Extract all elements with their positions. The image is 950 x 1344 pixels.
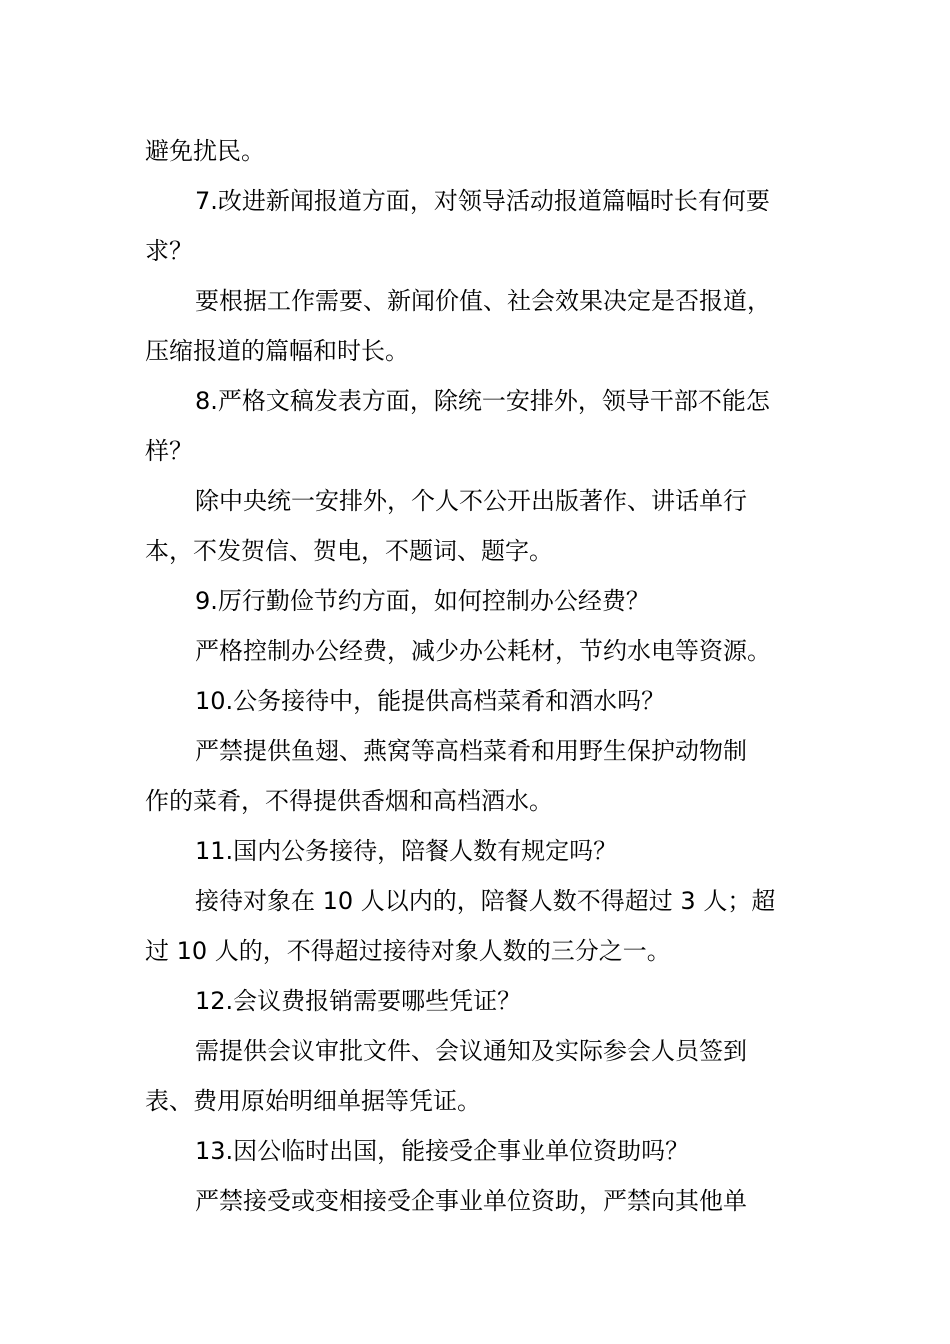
question-line: 9.厉行勤俭节约方面，如何控制办公经费？: [195, 587, 650, 615]
answer-line: 严禁提供鱼翅、燕窝等高档菜肴和用野生保护动物制: [195, 737, 747, 765]
answer-line: 需提供会议审批文件、会议通知及实际参会人员签到: [195, 1037, 747, 1065]
answer-line-continued: 作的菜肴，不得提供香烟和高档酒水。: [145, 787, 553, 815]
answer-line: 要根据工作需要、新闻价值、社会效果决定是否报道，: [195, 287, 771, 315]
question-line-continued: 样？: [145, 437, 193, 465]
question-line: 13.因公临时出国，能接受企事业单位资助吗？: [195, 1137, 690, 1165]
question-line-continued: 求？: [145, 237, 193, 265]
answer-line: 严格控制办公经费，减少办公耗材，节约水电等资源。: [195, 637, 771, 665]
answer-line: 严禁接受或变相接受企事业单位资助，严禁向其他单: [195, 1187, 747, 1215]
answer-line-continued: 过 10 人的，不得超过接待对象人数的三分之一。: [145, 937, 671, 965]
question-line: 8.严格文稿发表方面，除统一安排外，领导干部不能怎: [195, 387, 770, 415]
question-line: 12.会议费报销需要哪些凭证？: [195, 987, 522, 1015]
answer-line-continued: 压缩报道的篇幅和时长。: [145, 337, 409, 365]
answer-line: 除中央统一安排外，个人不公开出版著作、讲话单行: [195, 487, 747, 515]
answer-line-continued: 本，不发贺信、贺电，不题词、题字。: [145, 537, 553, 565]
question-line: 11.国内公务接待，陪餐人数有规定吗？: [195, 837, 618, 865]
answer-line-continued: 表、费用原始明细单据等凭证。: [145, 1087, 481, 1115]
question-line: 10.公务接待中，能提供高档菜肴和酒水吗？: [195, 687, 666, 715]
question-line: 7.改进新闻报道方面，对领导活动报道篇幅时长有何要: [195, 187, 770, 215]
text-line: 避免扰民。: [145, 137, 265, 165]
answer-line: 接待对象在 10 人以内的，陪餐人数不得超过 3 人；超: [195, 887, 776, 915]
document-body: [145, 126, 835, 1226]
